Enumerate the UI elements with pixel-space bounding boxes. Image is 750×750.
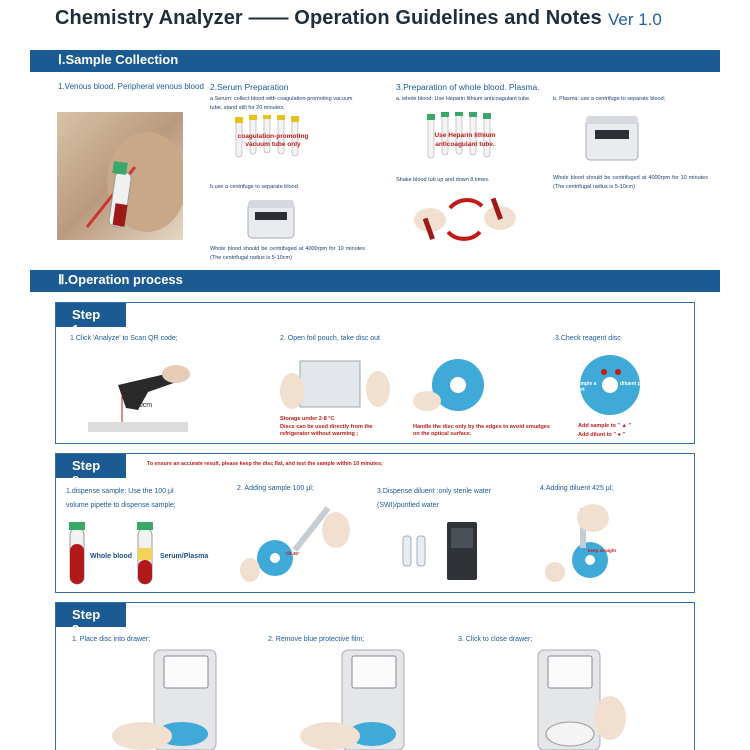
blood-draw-icon xyxy=(57,112,183,240)
step3-b: 2. Remove blue protective film; xyxy=(268,636,365,643)
close-drawer-image xyxy=(530,648,630,750)
water-dispenser-icon xyxy=(395,518,485,582)
shake-icon xyxy=(410,190,520,248)
foil-pouch-image xyxy=(280,355,390,415)
step1-edges-note: Handle the disc only by the edges to avoid smudges on the optical surface. xyxy=(413,424,550,438)
col2-heading: 2.Serum Preparation xyxy=(210,82,289,92)
add-diluent-note: Add dilunt to " ● " xyxy=(578,432,626,438)
serum-plasma-label: Serum/Plasma xyxy=(160,553,209,560)
step3-tab: Step 3 xyxy=(56,603,126,627)
page-title: Chemistry Analyzer —— Operation Guidelines and Notes xyxy=(55,7,602,29)
qr-scanner-icon xyxy=(88,350,198,435)
col3-text-b: b. Plasma: use a centrifuge to separate blood; xyxy=(553,96,666,102)
foil-pouch-icon xyxy=(280,355,390,415)
sample-tubes-icon xyxy=(66,518,209,586)
step2-d: 4.Adding diluent 425 μl; xyxy=(540,485,614,492)
col3-heading: 3.Preparation of whole blood. Plasma. xyxy=(396,82,540,92)
centrifuge-image-2 xyxy=(583,112,641,162)
step2-a: 1.dispense sample: Use the 100 μl volume pipette to dispense sample; xyxy=(66,488,176,509)
step1-a: 1.Click 'Analyze' to Scan QR code; xyxy=(70,335,178,342)
col2-text-b: b.use a centrifuge to separate blood. xyxy=(210,184,300,190)
centrifuge-icon xyxy=(245,196,297,240)
pipette-disc-icon xyxy=(545,500,655,584)
centrifuge-image-1 xyxy=(245,196,297,240)
step1-c: 3.Check reagent disc xyxy=(555,335,621,342)
shake-tube-image xyxy=(410,190,520,248)
section-title: Ⅰ.Sample Collection xyxy=(58,52,179,67)
step3-a: 1. Place disc into drawer; xyxy=(72,636,151,643)
whole-blood-label: Whole blood xyxy=(90,553,132,560)
centrifuge-icon xyxy=(583,112,641,162)
pipette-disc-icon xyxy=(240,500,350,584)
step2-note: To ensure an accurate result, please keep the disc flat, and test the sample within 10 minutes; xyxy=(147,461,383,467)
keep-straight-label: keep straight xyxy=(588,548,617,553)
step1-b: 2. Open foil pouch, take disc out xyxy=(280,335,381,342)
analyzer-drawer-icon xyxy=(300,648,420,750)
analyzer-drawer-icon xyxy=(530,648,630,750)
col2-text-c: Whole blood should be centrifuged at 4000rpm for 10 minutes (The centrifugal radius is 5-10cm) xyxy=(210,246,365,261)
remove-film-image xyxy=(300,648,420,750)
section-bar-operation-process xyxy=(30,270,720,292)
step2-tab: Step 2 xyxy=(56,454,126,478)
col3-text-c: Whole blood should be centrifuged at 4000rpm for 10 minutes (The centrifugal radius is 5-10cm) xyxy=(553,175,708,190)
scan-distance: 10cm xyxy=(135,402,153,409)
version-label: Ver 1.0 xyxy=(608,10,662,29)
add-diluent-image xyxy=(545,500,655,584)
heparin-label: Use Heparin lithium anticoagulant tube. xyxy=(434,132,496,148)
step1-storage-note: Storage under 2-8 °C xyxy=(280,416,335,422)
diluent-water-image xyxy=(395,518,485,582)
col3-text-shake: Shake blood tub up and down 8 times. xyxy=(396,177,490,183)
step2-c: 3.Dispense diluent :only sterile water (SWI)/purified water xyxy=(377,488,492,509)
step1-refrigerator-note: Discs can be used directly from the refrigerator without warming ; xyxy=(280,424,373,438)
venous-blood-photo xyxy=(57,112,183,240)
disc-handling-image xyxy=(413,355,503,417)
col3-text-a: a. whole blood: Use Heparin lithium anticoagulant tube. xyxy=(396,96,531,102)
diluent-port-label: diluent port xyxy=(620,381,648,387)
place-disc-image xyxy=(112,648,232,750)
coag-label: coagulation-promoting vacuum tube only xyxy=(237,133,309,149)
step3-c: 3. Click to close drawer; xyxy=(458,636,533,643)
add-sample-image xyxy=(240,500,350,584)
add-sample-note: Add sample to " ▲ " xyxy=(578,423,632,429)
step1-tab: Step 1 xyxy=(56,303,126,327)
scanner-image xyxy=(88,350,198,435)
col2-text-a: a.Serum: collect blood with coagulation-promoting vacuum tube, stand still for 20 minutes; xyxy=(210,96,353,111)
tilt-label: tilt 45° xyxy=(286,551,300,556)
section-bar-sample-collection xyxy=(30,50,720,72)
section-title: Ⅱ.Operation process xyxy=(58,272,183,287)
disc-icon xyxy=(413,355,503,417)
analyzer-drawer-icon xyxy=(112,648,232,750)
sample-port-label: sample a port xyxy=(575,381,597,393)
blood-tubes-image xyxy=(66,518,209,586)
col1-heading: 1.Venous blood. Peripheral venous blood xyxy=(58,82,204,91)
step2-b: 2. Adding sample 100 μl; xyxy=(237,485,314,492)
